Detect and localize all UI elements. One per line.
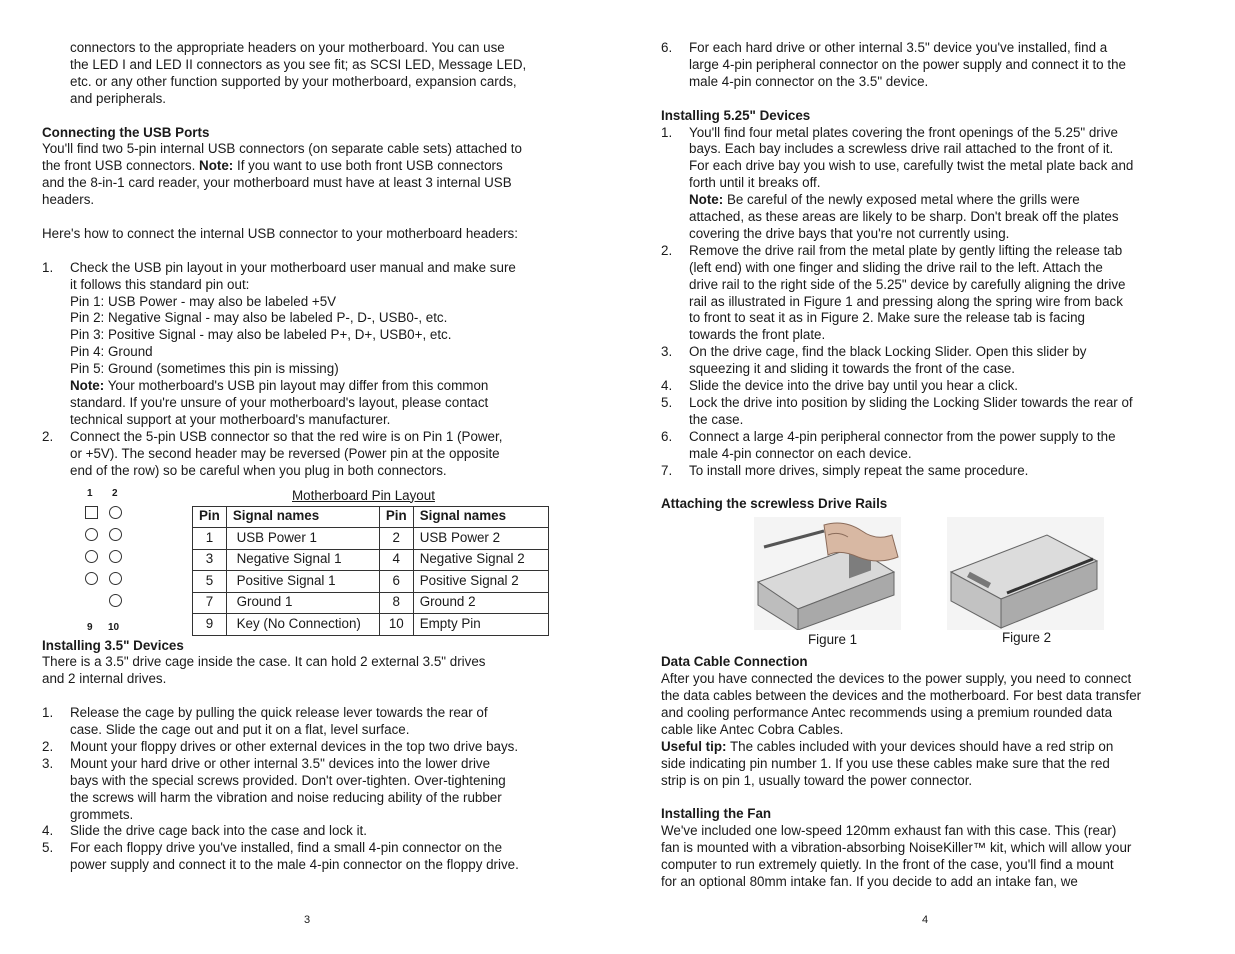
step-number: 7. xyxy=(661,462,673,478)
pin-circle xyxy=(85,550,98,563)
text-line: attached, as these areas are likely to be sharp. Don't break off the plates xyxy=(689,209,1119,225)
text-line: We've included one low-speed 120mm exhaust fan with this case. This (rear) xyxy=(661,823,1117,839)
usb-steps xyxy=(42,260,578,480)
list-item xyxy=(42,756,578,824)
figure-2 xyxy=(947,517,1104,646)
table-cell: 10 xyxy=(379,614,413,636)
pin-circle xyxy=(109,594,122,607)
text-line: For each floppy drive you've installed, find a small 4-pin connector on the xyxy=(70,840,503,856)
table-cell: USB Power 1 xyxy=(226,528,379,550)
text-line: Pin 4: Ground xyxy=(70,344,153,360)
intro-paragraph xyxy=(42,40,578,108)
text-line: the LED I and LED II connectors as you see fit; as SCSI LED, Message LED, xyxy=(70,56,527,72)
table-cell: Empty Pin xyxy=(413,614,548,636)
text-line: the screws will harm the vibration and noise reducing ability of the rubber xyxy=(70,789,502,805)
table-cell: 1 xyxy=(193,528,227,550)
note-label: Note: xyxy=(199,158,234,174)
step-number: 1. xyxy=(42,259,54,275)
step-number: 1. xyxy=(42,705,54,721)
step-number: 3. xyxy=(42,755,54,771)
pin-circle xyxy=(109,572,122,585)
text-line: it follows this standard pin out: xyxy=(70,276,250,292)
text-line: bays. Each bay includes a screwless drive rail attached to the front of it. xyxy=(689,141,1114,157)
pin-label: 2 xyxy=(112,487,118,499)
list-item xyxy=(661,378,1197,395)
text-line: power supply and connect it to the male 4-pin connector on the floppy drive. xyxy=(70,857,519,873)
text-line: computer to run extremely quietly. In the front of the case, you'll find a mount xyxy=(661,857,1114,873)
text-line: covering the drive bays that you're not currently using. xyxy=(689,225,1010,241)
step-number: 5. xyxy=(661,395,673,411)
text-line: etc. or any other function supported by your motherboard, expansion cards, xyxy=(70,73,517,89)
text-line: and cooling performance Antec recommends using a premium rounded data xyxy=(661,705,1113,721)
text-line: Note: Your motherboard's USB pin layout may differ from this common xyxy=(70,378,489,394)
text-line: large 4-pin peripheral connector on the power supply and connect it to the xyxy=(689,56,1126,72)
list-item xyxy=(42,429,578,480)
text-line: and 2 internal drives. xyxy=(42,671,167,687)
figure-1 xyxy=(754,517,901,648)
devices-525-steps xyxy=(661,125,1197,480)
note-label: Note: xyxy=(689,192,724,208)
usb-paragraph xyxy=(42,141,578,209)
page-number: 3 xyxy=(304,914,311,926)
data-cable-paragraph xyxy=(661,671,1197,789)
text-line: Remove the drive rail from the metal plate by gently lifting the release tab xyxy=(689,242,1123,258)
table-cell: 3 xyxy=(193,549,227,571)
pin-circle xyxy=(85,572,98,585)
text-line: Lock the drive into position by sliding the Locking Slider towards the rear of xyxy=(689,395,1133,411)
pin-1-square xyxy=(85,506,98,519)
text-line: end of the row) so be careful when you plug in both connectors. xyxy=(70,462,447,478)
table-header-row xyxy=(193,506,549,528)
table-cell: 2 xyxy=(379,528,413,550)
fan-paragraph xyxy=(661,823,1197,891)
list-item xyxy=(661,125,1197,243)
list-item xyxy=(661,344,1197,378)
pin-table xyxy=(192,506,549,636)
list-item xyxy=(661,429,1197,463)
table-cell: 4 xyxy=(379,549,413,571)
text-line: the case. xyxy=(689,411,744,427)
text-line: rail as illustrated in Figure 1 and pressing along the spring wire from back xyxy=(689,293,1123,309)
list-item xyxy=(42,260,578,429)
list-item xyxy=(661,40,1197,91)
text-line: Useful tip: The cables included with your devices should have a red strip on xyxy=(661,738,1114,754)
text-line: strip is on pin 1, usually toward the power connector. xyxy=(661,772,973,788)
text-line: or +5V). The second header may be reversed (Power pin at the opposite xyxy=(70,445,500,461)
text-line: the front USB connectors. Note: If you want to use both front USB connectors xyxy=(42,158,503,174)
pin-header-diagram xyxy=(80,488,136,638)
table-row xyxy=(193,592,549,614)
pin-circle xyxy=(109,506,122,519)
text-line: For each hard drive or other internal 3.5" device you've installed, find a xyxy=(689,40,1108,55)
devices-35-continued xyxy=(661,40,1197,91)
figure-1-caption: Figure 1 xyxy=(808,632,858,648)
text-line: fan is mounted with a vibration-absorbing NoiseKiller™ kit, which will allow your xyxy=(661,840,1132,856)
text-line: On the drive cage, find the black Locking Slider. Open this slider by xyxy=(689,344,1087,360)
text-line: Mount your hard drive or other internal 3.5" devices into the lower drive xyxy=(70,755,491,771)
text-line: forth until it breaks off. xyxy=(689,175,821,191)
pin-circle xyxy=(109,550,122,563)
table-cell: 6 xyxy=(379,571,413,593)
table-cell: Key (No Connection) xyxy=(226,614,379,636)
figure-1-image xyxy=(754,517,901,630)
note-label: Note: xyxy=(70,378,105,394)
right-page xyxy=(661,40,1197,891)
text-line: to front to seat it as in Figure 2. Make sure the release tab is facing xyxy=(689,310,1085,326)
table-row xyxy=(193,549,549,571)
text-line: male 4-pin connector on each device. xyxy=(689,445,912,461)
text-line: the data cables between the devices and the motherboard. For best data transfer xyxy=(661,688,1142,704)
text-line: technical support at your motherboard's manufacturer. xyxy=(70,411,391,427)
step-number: 2. xyxy=(661,242,673,258)
list-item xyxy=(42,840,578,874)
text-line: and peripherals. xyxy=(70,90,167,106)
table-cell: USB Power 2 xyxy=(413,528,548,550)
text-line: (left end) with one finger and sliding the drive rail to the left. Attach the xyxy=(689,259,1103,275)
list-item xyxy=(42,739,578,756)
devices-525-heading: Installing 5.25" Devices xyxy=(661,107,811,123)
figure-2-image xyxy=(947,517,1104,630)
table-row xyxy=(193,614,549,636)
left-page xyxy=(42,40,578,874)
step-number: 1. xyxy=(661,124,673,140)
text-line: Slide the device into the drive bay until you hear a click. xyxy=(689,378,1018,394)
column-header: Signal names xyxy=(413,506,548,528)
text-line: squeezing it and sliding it towards the front of the case. xyxy=(689,361,1016,377)
text-line: Note: Be careful of the newly exposed metal where the grills were xyxy=(689,192,1080,208)
text-line: You'll find two 5-pin internal USB connectors (on separate cable sets) attached to xyxy=(42,141,522,157)
table-cell: Positive Signal 1 xyxy=(226,571,379,593)
text-line: connectors to the appropriate headers on your motherboard. You can use xyxy=(70,40,505,55)
table-cell: 5 xyxy=(193,571,227,593)
table-row xyxy=(193,571,549,593)
text-line: Pin 5: Ground (sometimes this pin is missing) xyxy=(70,361,339,377)
list-item xyxy=(42,823,578,840)
list-item xyxy=(661,463,1197,480)
column-header: Pin xyxy=(379,506,413,528)
step-number: 2. xyxy=(42,428,54,444)
page-number: 4 xyxy=(922,914,929,926)
fan-heading: Installing the Fan xyxy=(661,806,772,822)
text-line: Release the cage by pulling the quick release lever towards the rear of xyxy=(70,705,488,721)
table-cell: 8 xyxy=(379,592,413,614)
text-line: headers. xyxy=(42,192,95,208)
column-header: Pin xyxy=(193,506,227,528)
text-line: Slide the drive cage back into the case and lock it. xyxy=(70,823,368,839)
list-item xyxy=(661,395,1197,429)
text-line: Pin 2: Negative Signal - may also be labeled P-, D-, USB0-, etc. xyxy=(70,310,448,326)
text-line: Mount your floppy drives or other external devices in the top two drive bays. xyxy=(70,738,519,754)
devices-35-steps xyxy=(42,705,578,874)
table-cell: Negative Signal 1 xyxy=(226,549,379,571)
pin-label: 10 xyxy=(108,621,120,633)
text-line: for an optional 80mm intake fan. If you decide to add an intake fan, we xyxy=(661,874,1078,890)
table-cell: Positive Signal 2 xyxy=(413,571,548,593)
pin-circle xyxy=(85,528,98,541)
text-line: case. Slide the cage out and put it on a flat, level surface. xyxy=(70,722,410,738)
text-line: Connect a large 4-pin peripheral connector from the power supply to the xyxy=(689,428,1116,444)
figures-row xyxy=(661,517,1197,667)
step-number: 3. xyxy=(661,344,673,360)
text-line: Connect the 5-pin USB connector so that the red wire is on Pin 1 (Power, xyxy=(70,428,503,444)
table-cell: Ground 2 xyxy=(413,592,548,614)
step-number: 4. xyxy=(661,378,673,394)
text-line: After you have connected the devices to the power supply, you need to connect xyxy=(661,671,1132,687)
text-line: For each drive bay you wish to use, carefully twist the metal plate back and xyxy=(689,158,1134,174)
text-line: bays with the special screws provided. Don't over-tighten. Over-tightening xyxy=(70,772,506,788)
tip-label: Useful tip: xyxy=(661,738,727,754)
step-number: 6. xyxy=(661,428,673,444)
usb-howto: Here's how to connect the internal USB connector to your motherboard headers: xyxy=(42,225,518,241)
text-line: You'll find four metal plates covering the front openings of the 5.25" drive xyxy=(689,124,1118,140)
column-header: Signal names xyxy=(226,506,379,528)
table-cell: 7 xyxy=(193,592,227,614)
text-line: To install more drives, simply repeat the same procedure. xyxy=(689,462,1029,478)
step-number: 5. xyxy=(42,840,54,856)
table-cell: Ground 1 xyxy=(226,592,379,614)
text-line: towards the front plate. xyxy=(689,327,826,343)
devices-35-heading: Installing 3.5" Devices xyxy=(42,637,184,653)
pin-table-caption: Motherboard Pin Layout xyxy=(292,487,435,503)
pin-circle xyxy=(109,528,122,541)
step-number: 6. xyxy=(661,40,673,55)
figure-2-caption: Figure 2 xyxy=(1002,630,1052,646)
table-cell: Negative Signal 2 xyxy=(413,549,548,571)
pin-label: 9 xyxy=(87,621,93,633)
devices-35-paragraph xyxy=(42,654,578,688)
text-line: Pin 1: USB Power - may also be labeled +5V xyxy=(70,293,337,309)
data-cable-heading: Data Cable Connection xyxy=(661,654,808,670)
usb-heading: Connecting the USB Ports xyxy=(42,124,210,140)
text-line: Pin 3: Positive Signal - may also be labeled P+, D+, USB0+, etc. xyxy=(70,327,452,343)
text-line: male 4-pin connector on the 3.5" device. xyxy=(689,73,929,89)
text-line: side indicating pin number 1. If you use these cables make sure that the red xyxy=(661,755,1110,771)
list-item xyxy=(42,705,578,739)
table-row xyxy=(193,528,549,550)
step-number: 4. xyxy=(42,823,54,839)
text-line: standard. If you're unsure of your motherboard's layout, please contact xyxy=(70,394,489,410)
text-line: cable like Antec Cobra Cables. xyxy=(661,721,844,737)
text-line: Check the USB pin layout in your motherboard user manual and make sure xyxy=(70,259,516,275)
rails-heading: Attaching the screwless Drive Rails xyxy=(661,496,888,512)
text-line: and the 8-in-1 card reader, your motherboard must have at least 3 internal USB xyxy=(42,175,512,191)
text-line: There is a 3.5" drive cage inside the case. It can hold 2 external 3.5" drives xyxy=(42,654,486,670)
list-item xyxy=(661,243,1197,344)
table-cell: 9 xyxy=(193,614,227,636)
pin-label: 1 xyxy=(87,487,93,499)
pin-layout-section xyxy=(42,488,578,638)
text-line: drive rail to the right side of the 5.25" device by carefully aligning the drive xyxy=(689,276,1126,292)
step-number: 2. xyxy=(42,738,54,754)
text-line: grommets. xyxy=(70,806,134,822)
